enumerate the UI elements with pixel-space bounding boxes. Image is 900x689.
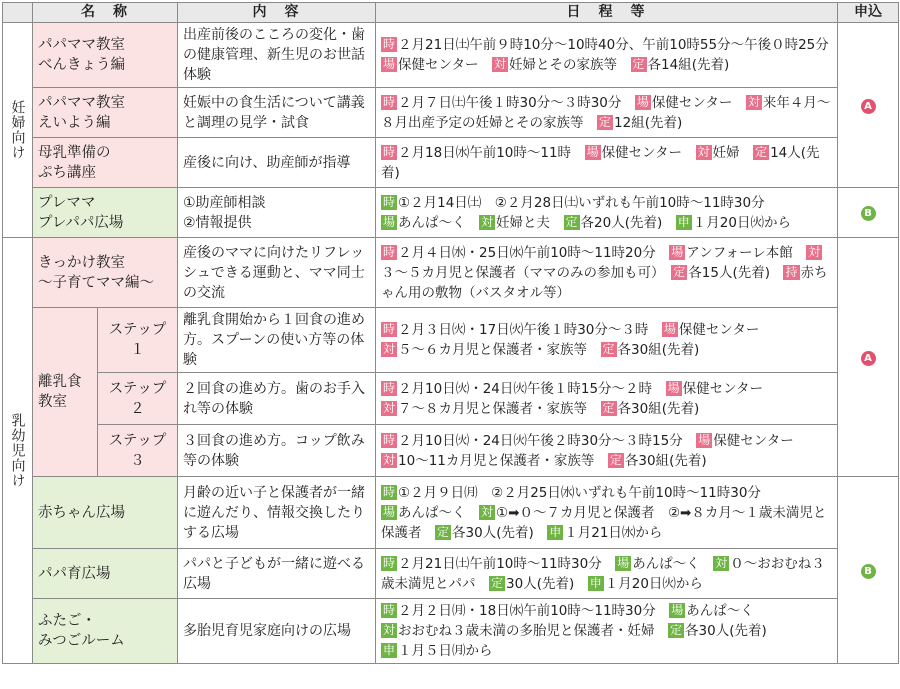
target-icon: 対 (481, 214, 494, 229)
time-icon: 時 (383, 194, 396, 209)
table-row (3, 138, 899, 188)
apply-icon: 申 (383, 643, 396, 657)
time-icon: 時 (383, 555, 396, 570)
table-row (3, 549, 899, 599)
table-row (3, 425, 899, 477)
event-schedule: 時 ２月18日㈬午前10時～11時 場 保健センター 対 妊婦 定 14人(先着) (376, 138, 838, 188)
category-infant: 乳幼児向け (3, 238, 33, 664)
table-row (3, 23, 899, 88)
event-schedule: 時 ２月２日㈪・18日㈬午前10時～11時30分 場 あんぱ～く 対 おおむね３歳未満の多胎児と保護者・妊婦 定 各30人(先着) 申 １月５日㈪から (376, 599, 838, 664)
time-icon: 時 (383, 432, 396, 447)
event-content: 月齢の近い子と保護者が一緒に遊んだり、情報交換したりする広場 (178, 477, 376, 549)
target-icon: 対 (493, 57, 506, 71)
time-icon: 時 (383, 322, 396, 336)
badge-b-icon: B (861, 206, 876, 221)
event-content: 出産前後のこころの変化・歯の健康管理、新生児のお世話体験 (178, 23, 376, 88)
table-row (3, 308, 899, 373)
capacity-icon: 定 (602, 342, 615, 356)
table-row (3, 477, 899, 549)
apply-icon: 申 (589, 575, 602, 590)
capacity-icon: 定 (673, 264, 686, 279)
apply-cell (838, 23, 899, 188)
event-schedule: 時 ①２月９日㈪ ②２月25日㈬いずれも午前10時～11時30分 場 あんぱ～く 対 ①➡０～７カ月児と保護者 ②➡８カ月～１歳未満児と保護者 定 各30人(先着) 申 １月21日㈬から (376, 477, 838, 549)
capacity-icon: 定 (599, 114, 612, 129)
event-schedule: 時 ①２月14日㈯ ②２月28日㈯いずれも午前10時～11時30分 場 あんぱ～く 対 妊婦と夫 定 各20人(先着) 申 １月20日㈫から (376, 188, 838, 238)
event-schedule: 時 ２月４日㈬・25日㈬午前10時～11時20分 場 アンフォーレ本館 対３～５カ月児と保護者（ママのみの参加も可） 定 各15人(先着) 持 赤ちゃん用の敷物（バスタオル等） (376, 238, 838, 308)
category-pregnant: 妊婦向け (3, 23, 33, 238)
event-name: 赤ちゃん広場 (33, 477, 178, 549)
time-icon: 時 (383, 603, 396, 617)
apply-cell (838, 477, 899, 664)
event-schedule-table (2, 2, 899, 664)
table-row (3, 373, 899, 425)
place-icon: 場 (383, 57, 396, 71)
apply-cell (838, 238, 899, 477)
capacity-icon: 定 (670, 623, 683, 637)
badge-a-icon: A (861, 99, 876, 114)
table-row (3, 188, 899, 238)
event-schedule: 時 ２月10日㈫・24日㈫午後２時30分～３時15分 場 保健センター 対 10～11カ月児と保護者・家族等 定 各30組(先着) (376, 425, 838, 477)
place-icon: 場 (617, 555, 630, 570)
place-icon: 場 (586, 144, 599, 159)
time-icon: 時 (383, 37, 396, 51)
place-icon: 場 (698, 432, 711, 447)
target-icon: 対 (383, 452, 396, 467)
event-schedule: 時 ２月10日㈫・24日㈫午後１時15分～２時 場 保健センター 対 ７～８カ月児と保護者・家族等 定 各30組(先着) (376, 373, 838, 425)
time-icon: 時 (383, 484, 396, 499)
event-schedule: 時 ２月21日㈯午前10時～11時30分 場 あんぱ～く 対 ０～おおむね３歳未満児とパパ 定 30人(先着) 申 １月20日㈫から (376, 549, 838, 599)
event-content: パパと子どもが一緒に遊べる広場 (178, 549, 376, 599)
event-name: パパママ教室 えいよう編 (33, 88, 178, 138)
place-icon: 場 (671, 244, 684, 259)
content-header: 内 容 (178, 3, 376, 23)
schedule-header: 日 程 等 (376, 3, 838, 23)
badge-a-icon: A (861, 351, 876, 366)
place-icon: 場 (636, 94, 649, 109)
target-icon: 対 (383, 400, 396, 415)
table-row (3, 238, 899, 308)
event-content: ２回食の進め方。歯のお手入れ等の体験 (178, 373, 376, 425)
capacity-icon: 定 (491, 575, 504, 590)
place-icon: 場 (667, 380, 680, 395)
capacity-icon: 定 (437, 524, 450, 539)
step-label: ステップ １ (98, 308, 178, 373)
apply-icon: 申 (549, 524, 562, 539)
event-schedule: 時 ２月７日㈯午後１時30分～３時30分 場 保健センター 対 来年４月～８月出産予定の妊婦とその家族等 定 12組(先着) (376, 88, 838, 138)
time-icon: 時 (383, 244, 396, 259)
time-icon: 時 (383, 144, 396, 159)
capacity-icon: 定 (602, 400, 615, 415)
event-content: 妊娠中の食生活について講義と調理の見学・試食 (178, 88, 376, 138)
target-icon: 対 (808, 244, 821, 259)
capacity-icon: 定 (609, 452, 622, 467)
place-icon: 場 (383, 214, 396, 229)
target-icon: 対 (383, 623, 396, 637)
apply-cell (838, 188, 899, 238)
event-content: ①助産師相談 ②情報提供 (178, 188, 376, 238)
apply-header: 申込 (838, 3, 899, 23)
table-row (3, 88, 899, 138)
event-name: プレママ プレパパ広場 (33, 188, 178, 238)
event-name: きっかけ教室 ～子育てママ編～ (33, 238, 178, 308)
event-name: パパ育広場 (33, 549, 178, 599)
weaning-class-name: 離乳食 教室 (33, 308, 98, 477)
step-label: ステップ ３ (98, 425, 178, 477)
capacity-icon: 定 (632, 57, 645, 71)
badge-b-icon: B (861, 564, 876, 579)
event-schedule: 時 ２月21日㈯午前９時10分～10時40分、午前10時55分～午後０時25分 場 保健センター 対 妊婦とその家族等 定 各14組(先着) (376, 23, 838, 88)
event-content: 離乳食開始から１回食の進め方。スプーンの使い方等の体験 (178, 308, 376, 373)
step-label: ステップ ２ (98, 373, 178, 425)
event-content: 産後のママに向けたリフレッシュできる運動と、ママ同士の交流 (178, 238, 376, 308)
event-name: 母乳準備の ぷち講座 (33, 138, 178, 188)
place-icon: 場 (671, 603, 684, 617)
target-icon: 対 (715, 555, 728, 570)
event-name: パパママ教室 べんきょう編 (33, 23, 178, 88)
name-header: 名 称 (33, 3, 178, 23)
event-content: ３回食の進め方。コップ飲み等の体験 (178, 425, 376, 477)
target-icon: 対 (481, 504, 494, 519)
bring-icon: 持 (785, 264, 798, 279)
time-icon: 時 (383, 380, 396, 395)
event-content: 産後に向け、助産師が指導 (178, 138, 376, 188)
time-icon: 時 (383, 94, 396, 109)
target-icon: 対 (697, 144, 710, 159)
event-content: 多胎児育児家庭向けの広場 (178, 599, 376, 664)
target-icon: 対 (383, 342, 396, 356)
table-row (3, 599, 899, 664)
target-icon: 対 (747, 94, 760, 109)
apply-icon: 申 (677, 214, 690, 229)
capacity-icon: 定 (755, 144, 768, 159)
event-name: ふたご・ みつごルーム (33, 599, 178, 664)
capacity-icon: 定 (565, 214, 578, 229)
header-row (3, 3, 899, 23)
place-icon: 場 (663, 322, 676, 336)
category-header (3, 3, 33, 23)
event-schedule: 時 ２月３日㈫・17日㈫午後１時30分～３時 場 保健センター 対 ５～６カ月児と保護者・家族等 定 各30組(先着) (376, 308, 838, 373)
place-icon: 場 (383, 504, 396, 519)
